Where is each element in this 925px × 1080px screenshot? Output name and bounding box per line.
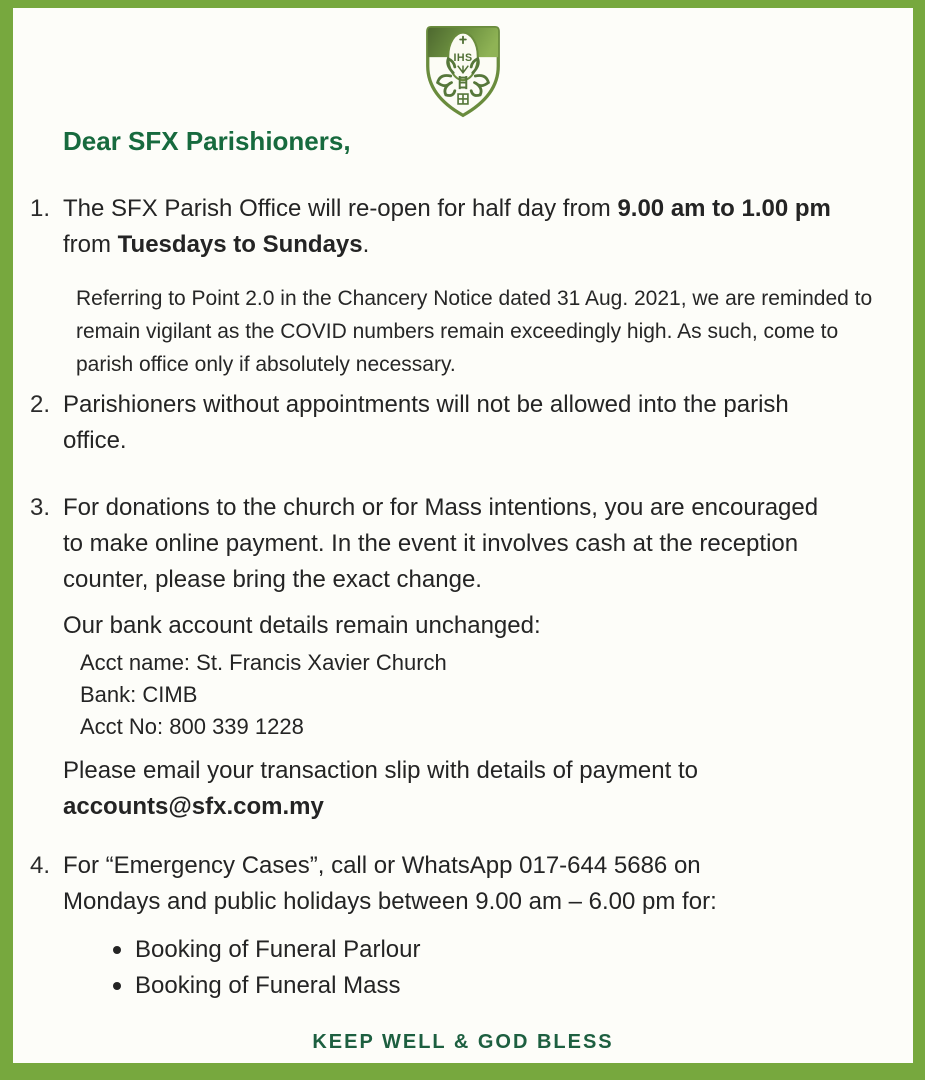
item-line: Parishioners without appointments will not be allowed into the parish bbox=[63, 391, 789, 418]
item-number: 4. bbox=[30, 852, 51, 879]
bullet-item-funeral-mass bbox=[113, 968, 901, 1004]
item-number: 1. bbox=[30, 195, 51, 222]
chancery-note bbox=[76, 282, 895, 381]
list-item-3 bbox=[30, 490, 901, 598]
text-run: from bbox=[63, 231, 118, 258]
item-line bbox=[63, 191, 901, 227]
text-run: . bbox=[362, 231, 370, 258]
bullet-dot-icon bbox=[113, 982, 121, 990]
sfx-church-crest-icon bbox=[422, 25, 504, 118]
bank-account-number: Acct No: 800 339 1228 bbox=[80, 714, 304, 739]
bank-details-intro: Our bank account details remain unchanged: bbox=[63, 612, 541, 639]
item-text bbox=[63, 490, 901, 598]
greeting-title: Dear SFX Parishioners, bbox=[63, 126, 351, 156]
item-line: to make online payment. In the event it involves cash at the reception bbox=[63, 530, 799, 557]
email-instruction bbox=[63, 753, 901, 825]
item-line: counter, please bring the exact change. bbox=[63, 566, 482, 593]
bullet-label: Booking of Funeral Parlour bbox=[135, 936, 421, 963]
list-item-4 bbox=[30, 848, 901, 920]
list-item-1 bbox=[30, 191, 901, 263]
bank-account-name: Acct name: St. Francis Xavier Church bbox=[80, 650, 447, 675]
bold-days: Tuesdays to Sundays bbox=[117, 231, 363, 258]
item-text bbox=[63, 848, 901, 920]
item-line bbox=[63, 227, 901, 263]
item-text bbox=[63, 191, 901, 263]
svg-text:IHS: IHS bbox=[453, 52, 473, 65]
bullet-label: Booking of Funeral Mass bbox=[135, 972, 401, 999]
list-item-2 bbox=[30, 387, 901, 459]
bank-details bbox=[80, 647, 901, 743]
bold-hours: 9.00 am to 1.00 pm bbox=[617, 195, 831, 222]
item-number: 2. bbox=[30, 391, 51, 418]
bullet-item-funeral-parlour bbox=[113, 932, 901, 968]
note-line: Referring to Point 2.0 in the Chancery Notice dated 31 Aug. 2021, we are reminded to bbox=[76, 287, 873, 310]
item-line: office. bbox=[63, 427, 127, 454]
text-run: The SFX Parish Office will re-open for half day from bbox=[63, 195, 618, 222]
bullet-dot-icon bbox=[113, 946, 121, 954]
footer-blessing: KEEP WELL & GOD BLESS bbox=[312, 1031, 614, 1053]
note-line: parish office only if absolutely necessary. bbox=[76, 353, 456, 376]
logo-container bbox=[13, 8, 913, 118]
bullet-list bbox=[113, 932, 901, 1004]
email-instruction-line: Please email your transaction slip with details of payment to bbox=[63, 757, 698, 784]
note-line: remain vigilant as the COVID numbers remain exceedingly high. As such, come to bbox=[76, 320, 839, 343]
item-line: For donations to the church or for Mass intentions, you are encouraged bbox=[63, 494, 819, 521]
item-text bbox=[63, 387, 901, 459]
item-number: 3. bbox=[30, 494, 51, 521]
item-line: For “Emergency Cases”, call or WhatsApp 017-644 5686 on bbox=[63, 852, 701, 879]
notice-list bbox=[13, 191, 913, 1004]
item-line: Mondays and public holidays between 9.00 am – 6.00 pm for: bbox=[63, 888, 717, 915]
bank-name: Bank: CIMB bbox=[80, 682, 198, 707]
email-address: accounts@sfx.com.my bbox=[63, 793, 324, 820]
